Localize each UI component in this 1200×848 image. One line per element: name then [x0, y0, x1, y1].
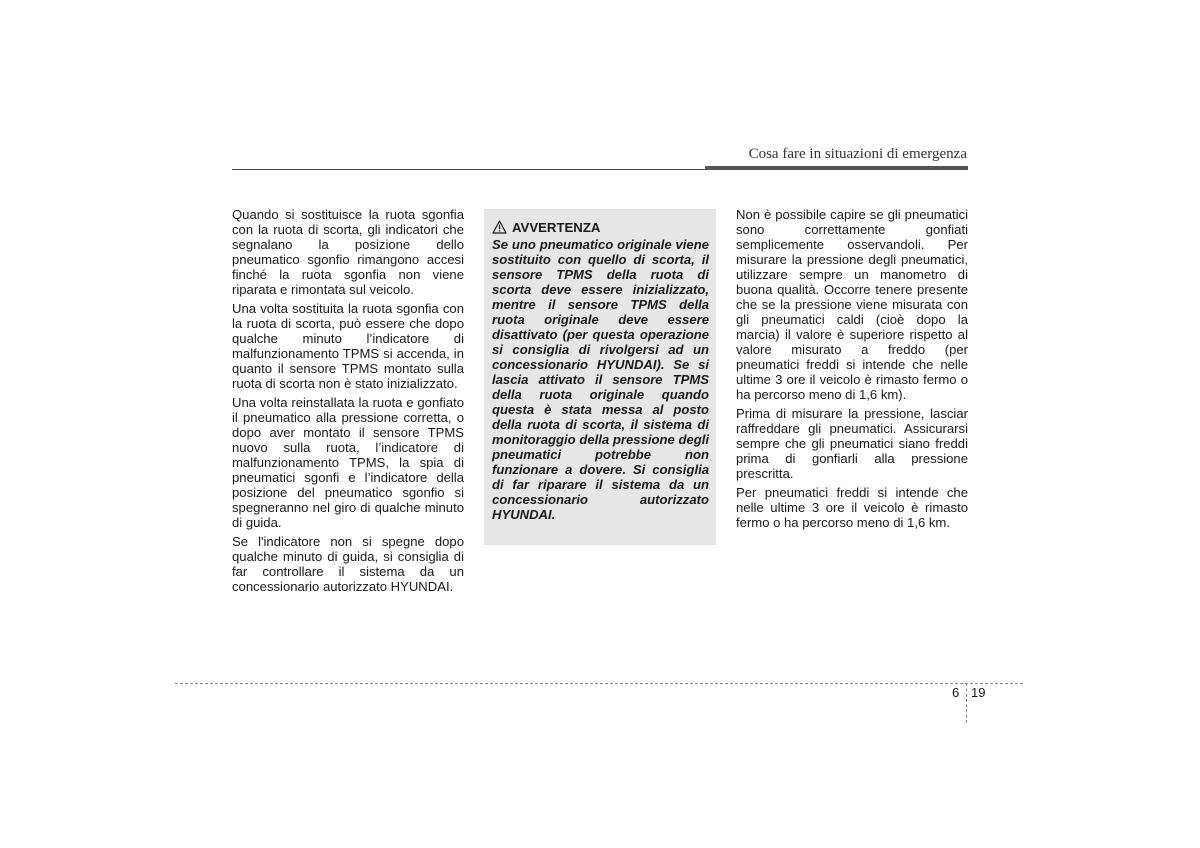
warning-box [484, 209, 716, 545]
footer-rule [175, 683, 1023, 684]
paragraph: Una volta sostituita la ruota sgonfia con la ruota di scorta, può essere che dopo qualche minuto l’indicatore di malfunzionamento TPMS si accenda, in quanto il sensore TPMS montato sulla ruota di scorta non è stato inizializzato. [232, 301, 464, 391]
paragraph: Non è possibile capire se gli pneumatici sono correttamente gonfiati semplicemente osservandoli. Per misurare la pressione degli pneumatici, utilizzare sempre un manometro di buona qualità. Occorre tenere presente che se la pressione viene misurata con gli pneumatici caldi (cioè dopo la marcia) il valore è superiore rispetto al valore misurato a freddo (per pneumatici freddi si intende che nelle ultime 3 ore il veicolo è rimasto fermo o ha percorso meno di 1,6 km). [736, 207, 968, 402]
paragraph: Una volta reinstallata la ruota e gonfiato il pneumatico alla pressione corretta, o dopo aver montato il sensore TPMS nuovo sulla ruota, l’indicatore di malfunzionamento TPMS, la spia di pneumatici sgonfi e l’indicatore della posizione del pneumatico sgonfio si spegneranno nel giro di qualche minuto di guida. [232, 395, 464, 530]
warning-header [492, 218, 709, 236]
right-column [736, 207, 968, 534]
paragraph: Se l'indicatore non si spegne dopo qualche minuto di guida, si consiglia di far controllare il sistema da un concessionario autorizzato HYUNDAI. [232, 534, 464, 594]
section-number: 6 [952, 685, 960, 700]
paragraph: Prima di misurare la pressione, lasciar raffreddare gli pneumatici. Assicurarsi sempre che gli pneumatici siano freddi prima di gonfiarli alla pressione prescritta. [736, 406, 968, 481]
paragraph: Quando si sostituisce la ruota sgonfia con la ruota di scorta, gli indicatori che segnalano la posizione dello pneumatico sgonfio rimangono accesi finché la ruota sgonfia non viene riparata e rimontata sul veicolo. [232, 207, 464, 297]
page-number-divider [966, 683, 967, 723]
section-title: Cosa fare in situazioni di emergenza [748, 146, 967, 162]
left-column [232, 207, 464, 598]
warning-text: Se uno pneumatico originale viene sostituito con quello di scorta, il sensore TPMS della ruota di scorta deve essere inizializzato, mentre il sensore TPMS della ruota originale deve essere disattivato (per questa operazione si consiglia di rivolgersi ad un concessionario HYUNDAI). Se si lascia attivato il sensore TPMS della ruota originale quando questa è stata messa al posto della ruota di scorta, il sistema di monitoraggio della pressione degli pneumatici potrebbe non funzionare a dovere. Si consiglia di far riparare il sistema da un concessionario autorizzato HYUNDAI. [492, 237, 709, 522]
page-number: 19 [971, 685, 986, 700]
paragraph: Per pneumatici freddi si intende che nelle ultime 3 ore il veicolo è rimasto fermo o ha percorso meno di 1,6 km. [736, 485, 968, 530]
warning-title: AVVERTENZA [512, 219, 601, 235]
warning-triangle-icon [492, 220, 507, 234]
header-rule [232, 169, 705, 170]
header-rule-accent [705, 166, 968, 170]
